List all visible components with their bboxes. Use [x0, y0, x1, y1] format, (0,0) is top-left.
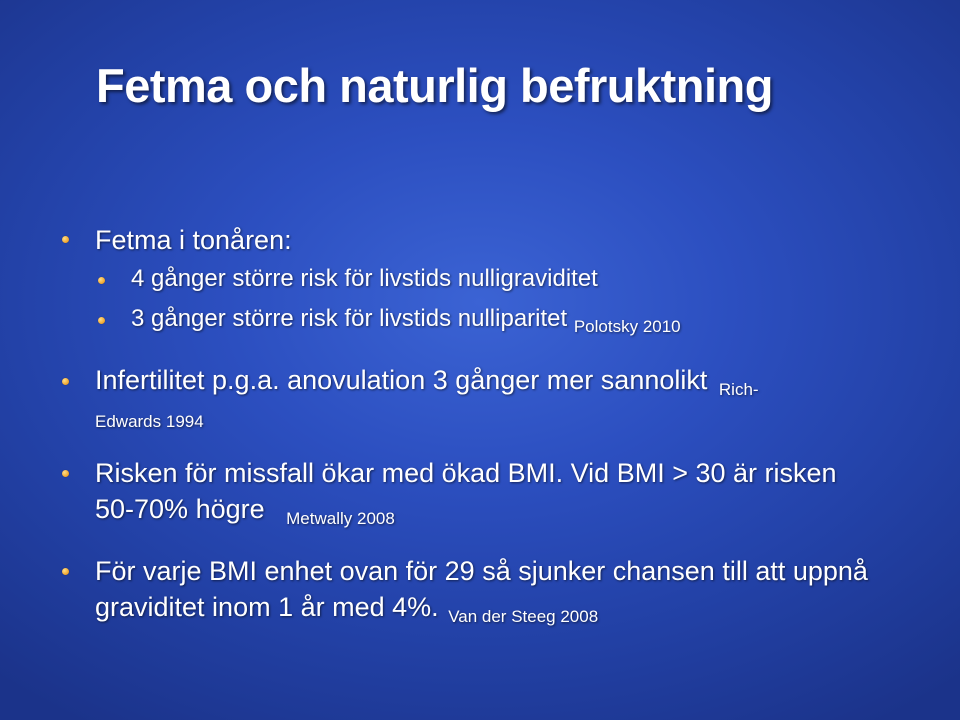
bullet-4-text: För varje BMI enhet ovan för 29 så sjunker chansen till att uppnå graviditet inom 1 år med 4%.: [95, 556, 868, 622]
slide-title: Fetma och naturlig befruktning: [96, 59, 773, 112]
reference-metwally: Metwally 2008: [286, 509, 395, 528]
sub-bullet-1-1-text: 4 gånger större risk för livstids nulligraviditet: [131, 265, 598, 292]
sub-bullet-1-2: [131, 303, 681, 337]
reference-edwards: Edwards 1994: [95, 412, 204, 431]
sub-bullet-1-1: [131, 263, 598, 295]
bullet-marker: [62, 470, 69, 477]
bullet-marker: [62, 568, 69, 575]
bullet-2-text: Infertilitet p.g.a. anovulation 3 gånger mer sannolikt: [95, 365, 708, 395]
bullet-marker: [62, 378, 69, 385]
bullet-3-text: Risken för missfall ökar med ökad BMI. Vid BMI > 30 är risken 50-70% högre: [95, 458, 837, 524]
bullet-1: [95, 222, 292, 258]
sub-bullet-1-2-text: 3 gånger större risk för livstids nulliparitet: [131, 305, 568, 332]
bullet-2-reference-cont: [95, 412, 204, 432]
sub-bullet-marker: [98, 317, 105, 324]
bullet-4: [95, 553, 895, 629]
reference-polotsky: Polotsky 2010: [573, 317, 681, 336]
bullet-marker: [62, 236, 69, 243]
bullet-2: [95, 362, 759, 402]
reference-rich: Rich-: [718, 380, 759, 399]
sub-bullet-marker: [98, 277, 105, 284]
bullet-3: [95, 455, 855, 531]
reference-van-der-steeg: Van der Steeg 2008: [448, 607, 599, 626]
bullet-1-text: Fetma i tonåren:: [95, 225, 292, 255]
